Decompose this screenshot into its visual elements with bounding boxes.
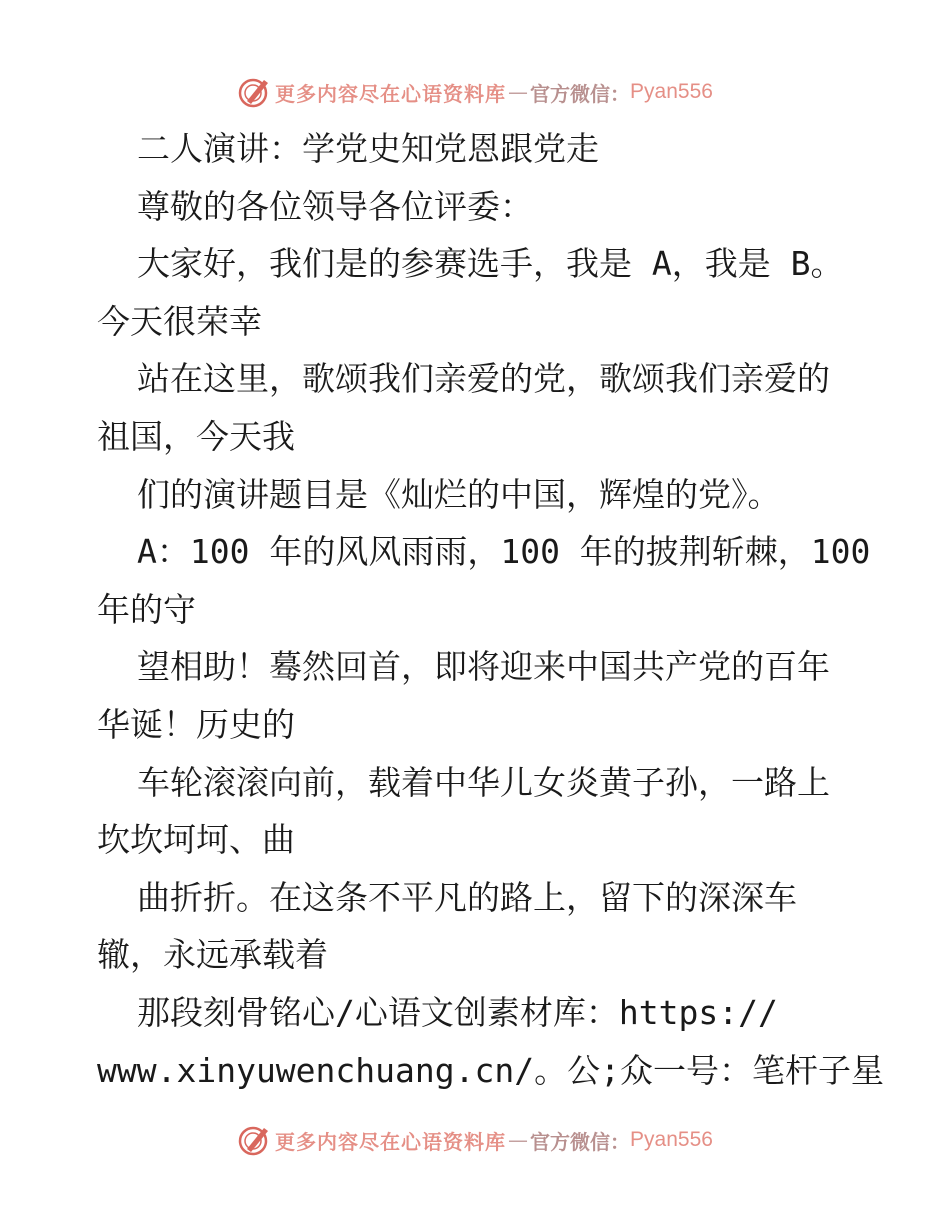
text-line: 坎坎坷坷、曲: [97, 820, 295, 860]
pen-logo-icon: [237, 75, 271, 109]
header-banner: [0, 70, 950, 114]
banner-text: 更多内容尽在心语资料库: [275, 81, 507, 106]
text-line: A：100 年的风风雨雨，100 年的披荆斩棘，100: [137, 532, 871, 572]
document-body: [97, 120, 884, 1099]
text-line: 们的演讲题目是《灿烂的中国，辉煌的党》。: [137, 474, 781, 514]
banner-separator: —: [508, 1128, 529, 1152]
footer-banner: [0, 1118, 950, 1162]
text-line: 尊敬的各位领导各位评委：: [137, 186, 533, 226]
text-line: 望相助！蓦然回首，即将迎来中国共产党的百年: [137, 647, 830, 687]
banner-wechat-label: 官方微信：: [530, 81, 631, 106]
text-line: 曲折折。在这条不平凡的路上，留下的深深车: [137, 877, 797, 917]
text-line: 站在这里，歌颂我们亲爱的党，歌颂我们亲爱的: [137, 359, 830, 399]
text-line: 辙，永远承载着: [97, 935, 328, 975]
text-line: 华诞！历史的: [97, 704, 295, 744]
text-line: 那段刻骨铭心/心语文创素材库：https://: [137, 992, 778, 1032]
banner-text: 更多内容尽在心语资料库: [275, 1129, 507, 1154]
text-line: 大家好，我们是的参赛选手，我是 A，我是 B。: [137, 244, 844, 284]
text-line: 祖国，今天我: [97, 416, 295, 456]
text-line: 年的守: [97, 589, 196, 629]
banner-wechat-id: Pyan556: [630, 1128, 713, 1151]
banner-wechat-label: 官方微信：: [530, 1129, 631, 1154]
pen-logo-icon: [237, 1123, 271, 1157]
text-line: 今天很荣幸: [97, 301, 262, 341]
text-line: www.xinyuwenchuang.cn/。公;众一号：笔杆子星: [97, 1050, 884, 1090]
document-title: 二人演讲：学党史知党恩跟党走: [137, 129, 599, 168]
banner-separator: —: [508, 80, 529, 104]
banner-wechat-id: Pyan556: [630, 80, 713, 103]
text-line: 车轮滚滚向前，载着中华儿女炎黄子孙，一路上: [137, 762, 830, 802]
